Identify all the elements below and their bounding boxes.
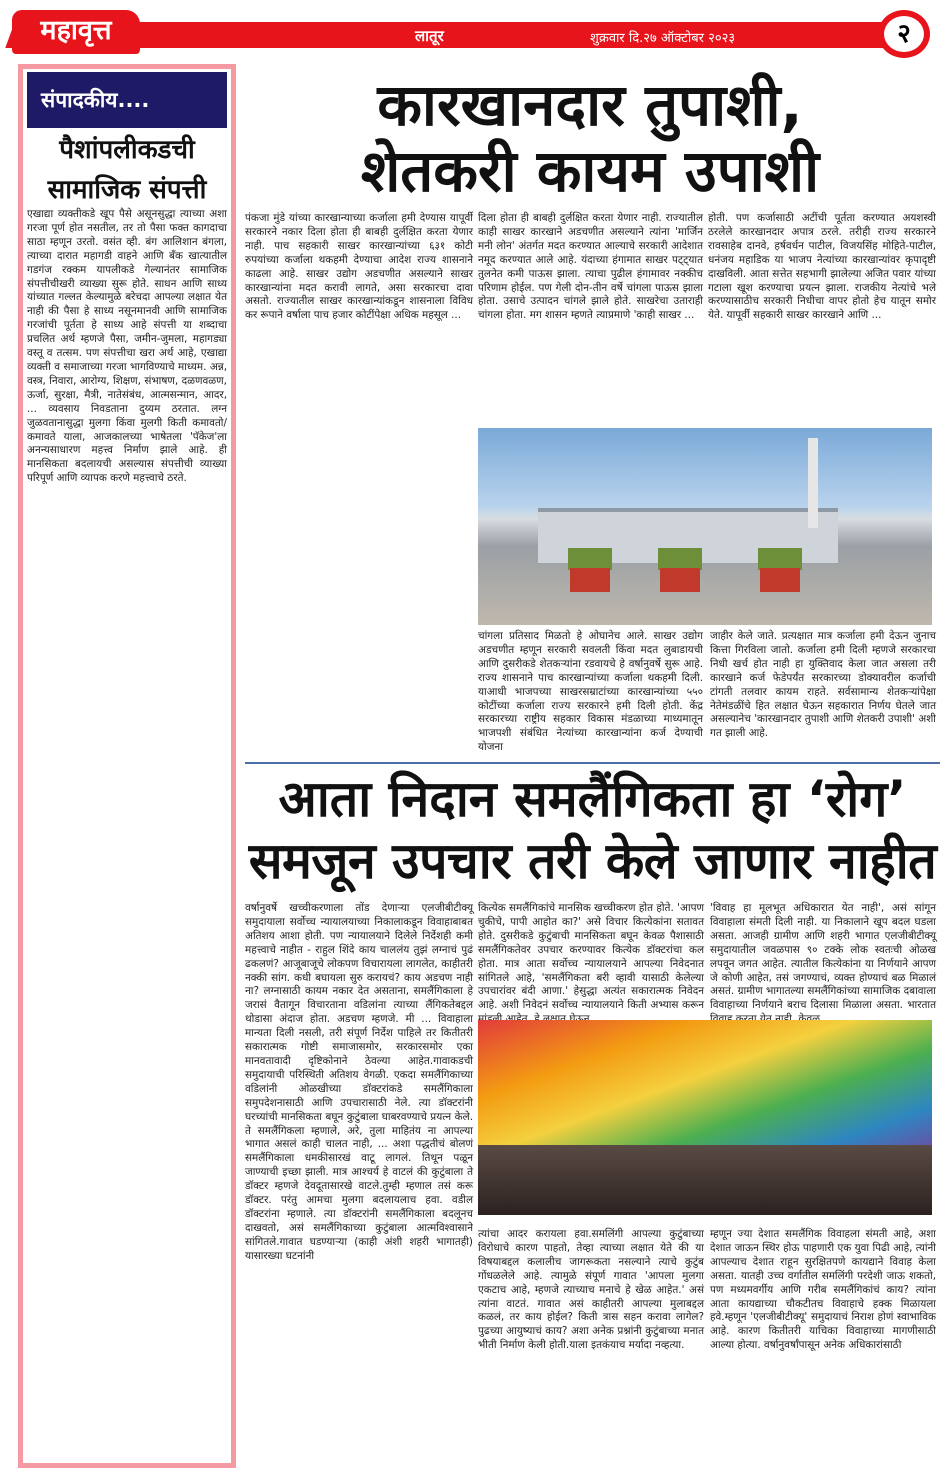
edition-city: लातूर [415,27,444,45]
article1-column-4: चांगला प्रतिसाद मिळतो हे ओघानेच आले. साखर उद्योग अडचणीत म्हणून सरकारी सवलती किंवा मदत लुबाडायची आणि दुसरीकडे शेतकऱ्यांना रडवायचे हे वर्षानुवर्षे सुरू आहे. राज्य शासनाने पाच कारखान्यांच्या कर्जाला थकहमी दिली. याआधी भाजपच्या साखरसम्राटांच्या कारखान्यांच्या ५५० कोटींच्या कर्जाला राज्य सरकारने हमी दिली होती. केंद्र सरकारच्या राष्ट्रीय सहकार विकास मंडळाच्या माध्यमातून भाजपशी संबंधित नेत्यांच्या कारखान्यांना कर्ज देण्याची योजना [478,630,703,754]
article1-headline [245,72,935,208]
editorial-sidebar [18,64,236,1468]
factory-chimney [808,438,818,528]
newspaper-brand: महावृत्त [12,10,140,54]
truck [570,568,610,592]
editorial-title-line2: सामाजिक संपत्ती [47,175,207,205]
section-divider [245,762,940,764]
article1-column-1: पंकजा मुंडे यांच्या कारखान्याच्या कर्जाला हमी देण्यास यापूर्वी सरकारने नकार दिला होता ही बाबही दुर्लक्षित करता येणार नाही. पाच सहकारी साखर कारखान्यांच्या ६३१ कोटी रुपयांच्या कर्जाला थकहमी देण्याचा आदेश राज्य शासनाने काढला आहे. साखर उद्योग अडचणीत असल्याने साखर कारखान्यांना मदत करावी लागते, असा सरकारचा दावा असतो. राज्यातील साखर कारखान्यांकडून शासनाला विविध कर रूपाने वर्षाला पाच हजार कोटींपेक्षा अधिक महसूल ... [245,212,473,322]
headline-line: समजून उपचार तरी केले जाणार नाहीत [248,832,937,890]
sugarcane-load [658,548,702,570]
article2-column-3: 'विवाह हा मूलभूत अधिकारात येत नाही', असं सांगून विवाहाला संमती दिली नाही. या निकालाने खूप बदल घडला असता. आजही ग्रामीण आणि शहरी भागात एलजीबीटीक्यू समुदायातील जवळपास ९० टक्के लोक स्वतःची ओळख लपवून जगत आहेत. त्यातील कित्येकांना या निर्णयाने आपण जे कोणी आहेत, तसं जगण्याचं, व्यक्त होण्याचं बळ मिळालं असतं. ग्रामीण भागातल्या समलैंगिकांच्या सामाजिक दबावाला विवाहाच्या निर्णयाने बराच दिलासा मिळाला असता. भारतात [710,902,936,1012]
sugarcane-load [758,548,802,570]
editorial-label: संपादकीय.... [27,72,227,128]
edition-date: शुक्रवार दि.२७ ऑक्टोबर २०२३ [590,31,736,46]
crowd [478,1145,932,1215]
article1-column-5: जाहीर केले जाते. प्रत्यक्षात मात्र कर्जाला हमी देऊन जुनाच कित्ता गिरविला जातो. कर्जाला हमी दिली म्हणजे सरकारचा निधी खर्च होत नाही हा युक्तिवाद केला जात असला तरी कारखाने कर्ज फेडेपर्यंत सरकारच्या डोक्यावरील कर्जाची टांगती तलवार कायम राहते. सर्वसामान्य शेतकऱ्यांपेक्षा नेतेमंडळींचे हित लक्षात घेऊन सहकारात निर्णय घेतले जात असल्यानेच 'कारखानदार तुपाशी आणि शेतकरी उपाशी' अशी गत झाली आहे. [710,630,936,740]
pride-rally-photo [478,1020,932,1215]
article2-column-2: कित्येक समलैंगिकांचे मानसिक खच्चीकरण होत होते. 'आपण चुकीचे, पापी आहोत का?' असे विचार कित्येकांना सतावत होते. दुसरीकडे कुटुंबाची मानसिकता बघून केवळ पैशासाठी समलैंगिकतेवर उपचार करण्यावर कित्येक डॉक्टरांचा कल होता. मात्र आता सर्वोच्च न्यायालयाने आपल्या निवेदनात सांगितले आहे, 'समलैंगिकता बरी व्हावी यासाठी केलेल्या उपचारांवर बंदी आणा.' हेसुद्धा अत्यंत सकारात्मक निवेदन आहे. अशी निवेदनं सर्वोच्च न्यायालयाने किती अभ्यास करून [478,902,704,1012]
truck [660,568,700,592]
editorial-title-line1: पैशांपलीकडची [59,135,195,165]
sugarcane-load [568,548,612,570]
editorial-body: एखाद्या व्यक्तीकडे खूप पैसे असूनसुद्धा त्याच्या अशा गरजा पूर्ण होत नसतील, तर तो पैसा फक्त कागदाचा साठा म्हणून उरतो. वसंत व्ही. बंग आलिशान बंगला, त्याच्या दारात महागडी वाहने आणि बँक खात्यातील गडगंज रक्कम यापलीकडे गेल्यानंतर सामाजिक संपत्तीचीखरी व्याख्या सुरू होते. साधन आणि साध्य यांच्यात गल्लत केल्यामुळे बरेचदा आपल्या लक्षात येत नाही की पैसा हे साध्य नसूनमानवी आणि सामाजिक गरजांची पूर्तता हे साध्य आहे संपत्ती या शब्दाचा प्रचलित अर्थ म्हणजे पैसा, जमीन-जुमला, महागड्या वस्तू व तत्सम. पण संपत्तीचा खरा अर्थ आहे, एखाद्या व्यक्ती व समाजाच्या गरजा भागविण्याचे माध्यम. अन्न, वस्त्र, निवारा, आरोग्य, शिक्षण, संभाषण, दळणवळण, ऊर्जा, सुरक्षा, मैत्री, नातेसंबंध, आत्मसन्मान, आदर, ... व्यवसाय निवडताना दुय्यम ठरतात. लग्न जुळवतानासुद्धा मुलगा किंवा मुलगी किती कमावतो/ कमावते याला, आजकालच्या भाषेतला 'पॅकेज'ला अनन्यसाधारण महत्त्व निर्माण झाले आहे. ही मानसिकता बदलायची असल्यास संपत्तीची व्याख्या परिपूर्ण आणि व्यापक करणे महत्त्वाचे ठरते. [27,208,227,485]
article2-column-4: त्यांचा आदर करायला हवा.समलिंगी आपल्या कुटुंबाच्या विरोधाचे कारण पाहतो, तेव्हा त्याच्या लक्षात येते की या विषयाबद्दल कलालीच जागरूकता नसल्याने त्याचे कुटुंब गोंधळलेले आहे. त्यामुळे संपूर्ण गावात 'आपला मुलगा एकटाच आहे, म्हणजे त्याच्याच मनाचे हे खेळ आहेत.' असं त्यांना वाटतं. गावात असं काहीतरी आपल्या मुलाबद्दल कळलं, तर काय होईल? किती त्रास सहन करावा लागेल? पुढच्या आयुष्याचं काय? अशा अनेक प्रश्नांनी कुटुंबाच्या मनात भीती निर्माण केली होती.याला इतकंयाच मर्यादा नव्हत्या. [478,1228,704,1352]
truck [760,568,800,592]
sugar-factory-photo [478,428,932,625]
article2-column-5: म्हणून ज्या देशात समलैंगिक विवाहला संमती आहे, अशा देशात जाऊन स्थिर होऊ पाहणारी एक युवा पिढी आहे, त्यांनी आपल्याच देशात राहून सुरक्षितपणे कायद्याने विवाह केला असता. यातही उच्च वर्गातील समलिंगी परदेशी जाऊ शकतो, पण मध्यमवर्गीय आणि गरीब समलैंगिकांचं काय? त्यांना आता कायद्याच्या चौकटीतच विवाहाचे हक्क मिळायला हवे.म्हणून 'एलजीबीटीक्यू' समुदायाचं निराश होणं स्वाभाविक आहे. कारण कितीतरी याचिका विवाहाच्या मागणीसाठी आल्या होत्या. वर्षानुवर्षांपासून अनेक अधिकारांसाठी [710,1228,936,1352]
page-number: २ [878,10,930,58]
article1-column-3: होती. पण कर्जासाठी अटींची पूर्तता करण्यात अयशस्वी ठरलेले कारखानदार अपात्र ठरले. तरीही राज्य सरकारने रावसाहेब दानवे, हर्षवर्धन पाटील, विजयसिंह मोहिते-पाटील, धनंजय महाडिक या भाजप नेत्यांच्या कारखान्यांवर कृपादृष्टी दाखविली. आता सत्तेत सहभागी झालेल्या अजित पवार यांच्या गटाला खूश करण्याचा प्रयत्न झाला. राजकीय नेत्यांचे भले करण्यासाठीच सरकारी निधीचा वापर होतो हेच यातून समोर येते. यापूर्वी सहकारी साखर कारखाने आणि ... [708,212,936,322]
article2-column-1: वर्षानुवर्षे खच्चीकरणाला तोंड देणाऱ्या एलजीबीटीक्यू समुदायाला सर्वोच्च न्यायालयाच्या निकालाकडून विवाहाबाबत अतिशय आशा होती. पण न्यायालयाने दिलेले निर्देशही कमी महत्त्वाचे नाहीत - राहुल शिंदे काय चाललंय तुझं लग्नाचं पुढं ढकलणं? आजूबाजूचे लोकपण विचारायला लागलेत, काहीतरी नक्की सांग. कधी बघायला सुरु करायचं? काय अडचण नाही ना? लग्नासाठी कायम नकार देत असताना, समलैंगिकाला हे जरासं वैतागून विचारताना वडिलांना त्याच्या लैंगिकतेबद्दल थोडासा अंदाज होता. अडचण म्हणजे. मी ... विवाहाला मान्यता दिली नसली, तरी संपूर्ण निर्देश पाहिले तर कितीतरी सकारात्मक गोष्टी समाजासमोर, सरकारसमोर एका मानवतावादी दृष्टिकोनाने ठेवल्या आहेत.गावाकडची समुदायाची परिस्थिती अतिशय वेगळी. एकदा समलैंगिकाच्या वडिलांनी ओळखीच्या डॉक्टरांकडे समलैंगिकाला समुपदेशनासाठी आणि उपचारासाठी नेले. त्या डॉक्टरांनी घरच्यांची मानसिकता बघून कुटुंबाला घाबरवण्याचे प्रयत्न केले. ते समलैंगिकला म्हणाले, अरे, तुला माहितंय ना आपल्या भागात असलं काही चालत नाही, ... अशा पद्धतीचं बोलणं समलैंगिकाला धमकीसारखं वाटू लागलं. तिथून पळून जाण्याची इच्छा झाली. मात्र आश्चर्य हे वाटलं की कुटुंबाला ते डॉक्टर म्हणजे देवदूतासारखे वाटले.तुम्ही म्हणाल तसं करू डॉक्टर. परंतु आमचा मुलगा बदलायलाच हवा. वडील डॉक्टरांना म्हणाले. त्या डॉक्टरांनी समलैंगिकाला बदलूनच दाखवतो, असं समलैंगिकाच्या कुटुंबाला आत्मविश्वासाने सांगितले.गावात घडण्याऱ्या (काही अंशी शहरी भागातही) यासारख्या घटनांनी [245,902,473,1262]
headline-line: आता निदान समलैंगिकता हा ‘रोग’ [278,770,907,828]
article1-column-2: दिला होता ही बाबही दुर्लक्षित करता येणार नाही. राज्यातील काही साखर कारखाने अडचणीत असल्याने त्यांना 'मार्जिन मनी लोन' अंतर्गत मदत करण्यात आल्याचे सरकारी आदेशात नमूद करण्यात आले आहे. यंदाच्या हंगामात साखर पट्ट्यात तुलनेत कमी पाऊस झाला. त्याचा पुढील हंगामावर नक्कीच परिणाम होईल. पण गेली दोन-तीन वर्षे चांगला पाऊस झाला होता. उसाचे उत्पादन चांगले झाले होते. साखरेचा उताराही चांगला होता. मग शासन म्हणते त्याप्रमाणे 'काही साखर ... [478,212,703,322]
article2-headline [245,768,940,898]
headline-line: कारखानदार तुपाशी, [377,71,803,139]
masthead-banner [0,0,945,60]
headline-line: शेतकरी कायम उपाशी [360,137,820,205]
